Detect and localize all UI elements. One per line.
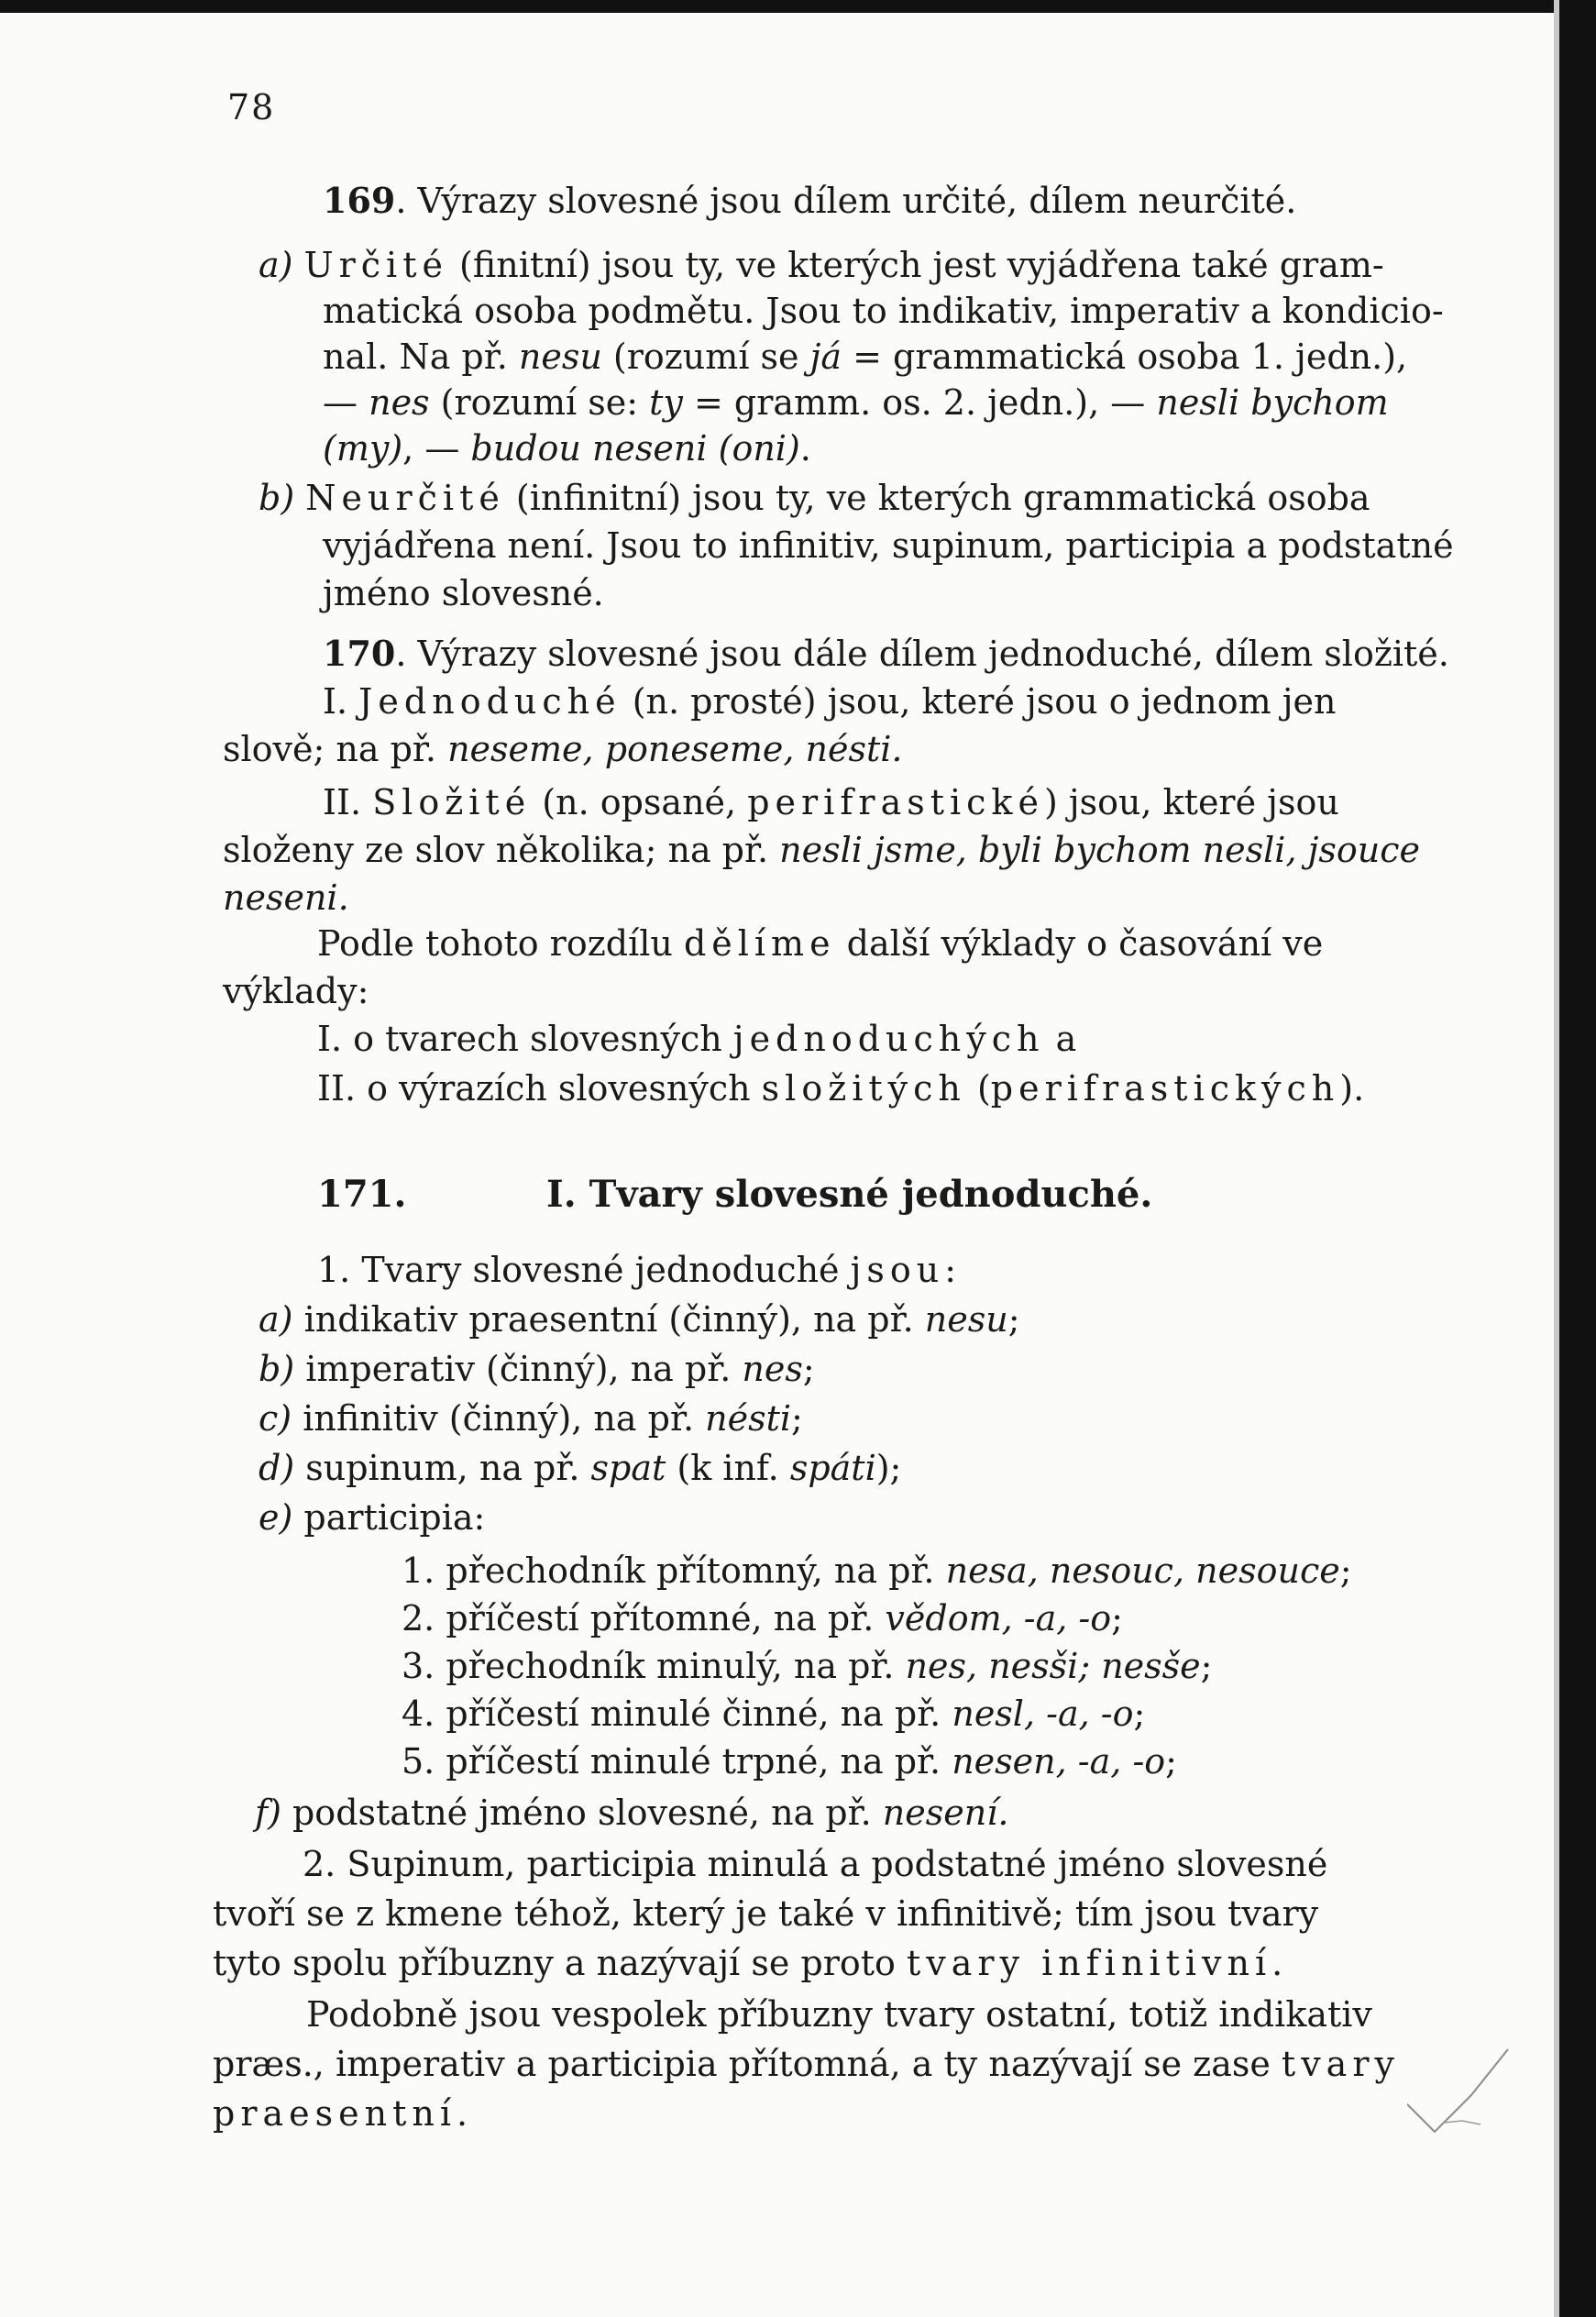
scan-border-top — [0, 0, 1596, 13]
participium-4: 4. příčestí minulé činné, na př. nesl, -a, -o; — [402, 1694, 1146, 1734]
s171-item-a: a) indikativ praesentní (činný), na př. nesu; — [259, 1299, 1020, 1340]
participium-1: 1. přechodník přítomný, na př. nesa, nesouc, nesouce; — [402, 1550, 1352, 1591]
s171-intro: 1. Tvary slovesné jednoduché jsou: — [317, 1250, 957, 1290]
s170-item-2: II. o výrazích slovesných složitých (perifrastických). — [317, 1068, 1365, 1109]
s171-para3-line2: præs., imperativ a participia přítomná, a ty nazývají se zase tvary — [213, 2044, 1400, 2084]
s171-para2-line1: 2. Supinum, participia minulá a podstatné jméno slovesné — [303, 1844, 1328, 1884]
s169-number: 169 — [323, 180, 396, 221]
s169-a-line3: nal. Na př. nesu (rozumí se já = grammatická osoba 1. jedn.), — [323, 337, 1408, 377]
s170-II-line2: složeny ze slov několika; na př. nesli jsme, byli bychom nesli, jsouce — [223, 830, 1421, 870]
s169-b-line3: jméno slovesné. — [323, 573, 604, 613]
s169-a-line4: — nes (rozumí se: ty = gramm. os. 2. jedn.), — nesli bychom — [323, 382, 1389, 423]
s171-number: 171. — [317, 1173, 407, 1216]
s170-I-line2: slově; na př. neseme, poneseme, nésti. — [223, 729, 903, 769]
s171-heading: I. Tvary slovesné jednoduché. — [546, 1173, 1153, 1216]
s171-para3-line1: Podobně jsou vespolek příbuzny tvary ostatní, totiž indikativ — [306, 1994, 1372, 2035]
s169-title: 169. Výrazy slovesné jsou dílem určité, dílem neurčité. — [323, 180, 1297, 221]
s170-number: 170 — [323, 633, 396, 674]
s169-a-line2: matická osoba podmětu. Jsou to indikativ, imperativ a kondicio- — [323, 291, 1444, 331]
s171-item-c: c) infinitiv (činný), na př. nésti; — [259, 1398, 803, 1439]
s170-II-line3: neseni. — [223, 877, 349, 918]
participium-3: 3. přechodník minulý, na př. nes, nesši; nesše; — [402, 1646, 1213, 1686]
s171-para2-line2: tvoří se z kmene téhož, který je také v infinitivě; tím jsou tvary — [213, 1893, 1319, 1934]
s171-item-b: b) imperativ (činný), na př. nes; — [259, 1349, 815, 1389]
s171-item-d: d) supinum, na př. spat (k inf. spáti); — [259, 1448, 902, 1488]
s169-a-line1: a) Určité (finitní) jsou ty, ve kterých jest vyjádřena také gram- — [259, 245, 1384, 285]
term-neurcite: Neurčité — [305, 478, 505, 518]
s171-para2-line3: tyto spolu příbuzny a nazývají se proto tvary infinitivní. — [213, 1943, 1283, 1983]
term-urcite: Určité — [303, 245, 448, 285]
s169-b-line2: vyjádřena není. Jsou to infinitiv, supinum, participia a podstatné — [323, 525, 1454, 566]
s171-para3-line3: praesentní. — [213, 2093, 468, 2134]
s170-para-line1: Podle tohoto rozdílu dělíme další výklady o časování ve — [317, 923, 1324, 964]
page-number: 78 — [227, 87, 276, 127]
s171-item-f: f) podstatné jméno slovesné, na př. nesení. — [255, 1793, 1009, 1833]
scan-border-right — [1559, 0, 1596, 2317]
s170-I-line1: I. Jednoduché (n. prosté) jsou, které jsou o jednom jen — [323, 681, 1337, 722]
s170-II-line1: II. Složité (n. opsané, perifrastické) jsou, které jsou — [323, 782, 1339, 822]
participium-5: 5. příčestí minulé trpné, na př. nesen, -a, -o; — [402, 1741, 1177, 1782]
s170-title: 170. Výrazy slovesné jsou dále dílem jednoduché, dílem složité. — [323, 633, 1449, 674]
s169-b-line1: b) Neurčité (infinitní) jsou ty, ve kterých grammatická osoba — [259, 478, 1370, 518]
s170-para-line2: výklady: — [223, 971, 369, 1011]
s171-item-e: e) participia: — [259, 1497, 486, 1538]
participium-2: 2. příčestí přítomné, na př. vědom, -a, -o; — [402, 1598, 1123, 1638]
s170-item-1: I. o tvarech slovesných jednoduchých a — [317, 1019, 1077, 1059]
s169-a-line5: (my), — budou neseni (oni). — [323, 428, 811, 469]
pencil-mark-icon — [1407, 2040, 1517, 2141]
